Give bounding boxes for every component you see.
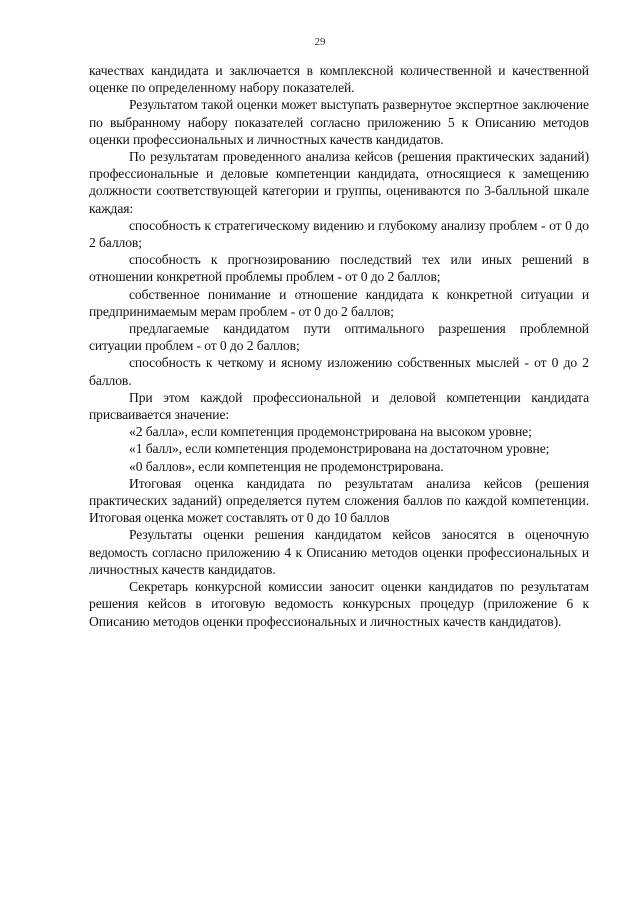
paragraph-3: По результатам проведенного анализа кейсов (решения практических заданий) профессиональные и деловые компетенции кандидата, относящиеся к замещению должности соответствующей категории и группы, оцениваются по 3-балльной шкале каждая: [89, 149, 589, 216]
paragraph-1: качествах кандидата и заключается в комплексной количественной и качественной оценке по определенному набору показателей. [89, 63, 589, 96]
list-item-forecasting: способность к прогнозированию последствий тех или иных решений в отношении конкретной проблемы проблем - от 0 до 2 баллов; [89, 252, 589, 285]
paragraph-results-sheet: Результаты оценки решения кандидатом кейсов заносятся в оценочную ведомость согласно приложению 4 к Описанию методов оценки профессиональных и личностных качеств кандидатов. [89, 527, 589, 577]
score-item-0: «0 баллов», если компетенция не продемонстрирована. [129, 458, 444, 474]
list-item-optimal-resolution: предлагаемые кандидатом пути оптимального разрешения проблемной ситуации проблем - от 0 до 2 баллов; [89, 321, 589, 354]
paragraph-final-score: Итоговая оценка кандидата по результатам анализа кейсов (решения практических заданий) определяется путем сложения баллов по каждой компетенции. Итоговая оценка может составлять от 0 до 10 баллов [89, 475, 589, 526]
document-body [89, 62, 589, 630]
paragraph-secretary: Секретарь конкурсной комиссии заносит оценки кандидатов по результатам решения кейсов в итоговую ведомость конкурсных процедур (приложение 6 к Описанию методов оценки профессиональных и личностных качеств кандидатов). [89, 579, 589, 629]
score-item-1: «1 балл», если компетенция продемонстрирована на достаточном уровне; [129, 441, 550, 457]
paragraph-assignment: При этом каждой профессиональной и деловой компетенции кандидата присваивается значение: [89, 389, 589, 423]
paragraph-2: Результатом такой оценки может выступать развернутое экспертное заключение по выбранному набору показателей согласно приложению 5 к Описанию методов оценки профессиональных и личностных качеств кандидатов. [89, 97, 589, 147]
list-item-own-understanding: собственное понимание и отношение кандидата к конкретной ситуации и предпринимаемым мерам проблем - от 0 до 2 баллов; [89, 286, 589, 319]
list-item-strategic-vision: способность к стратегическому видению и глубокому анализу проблем - от 0 до 2 баллов; [89, 217, 589, 251]
page-number: 29 [314, 36, 326, 48]
list-item-clear-expression: способность к четкому и ясному изложению собственных мыслей - от 0 до 2 баллов. [89, 355, 589, 388]
score-item-2: «2 балла», если компетенция продемонстрирована на высоком уровне; [129, 424, 532, 440]
